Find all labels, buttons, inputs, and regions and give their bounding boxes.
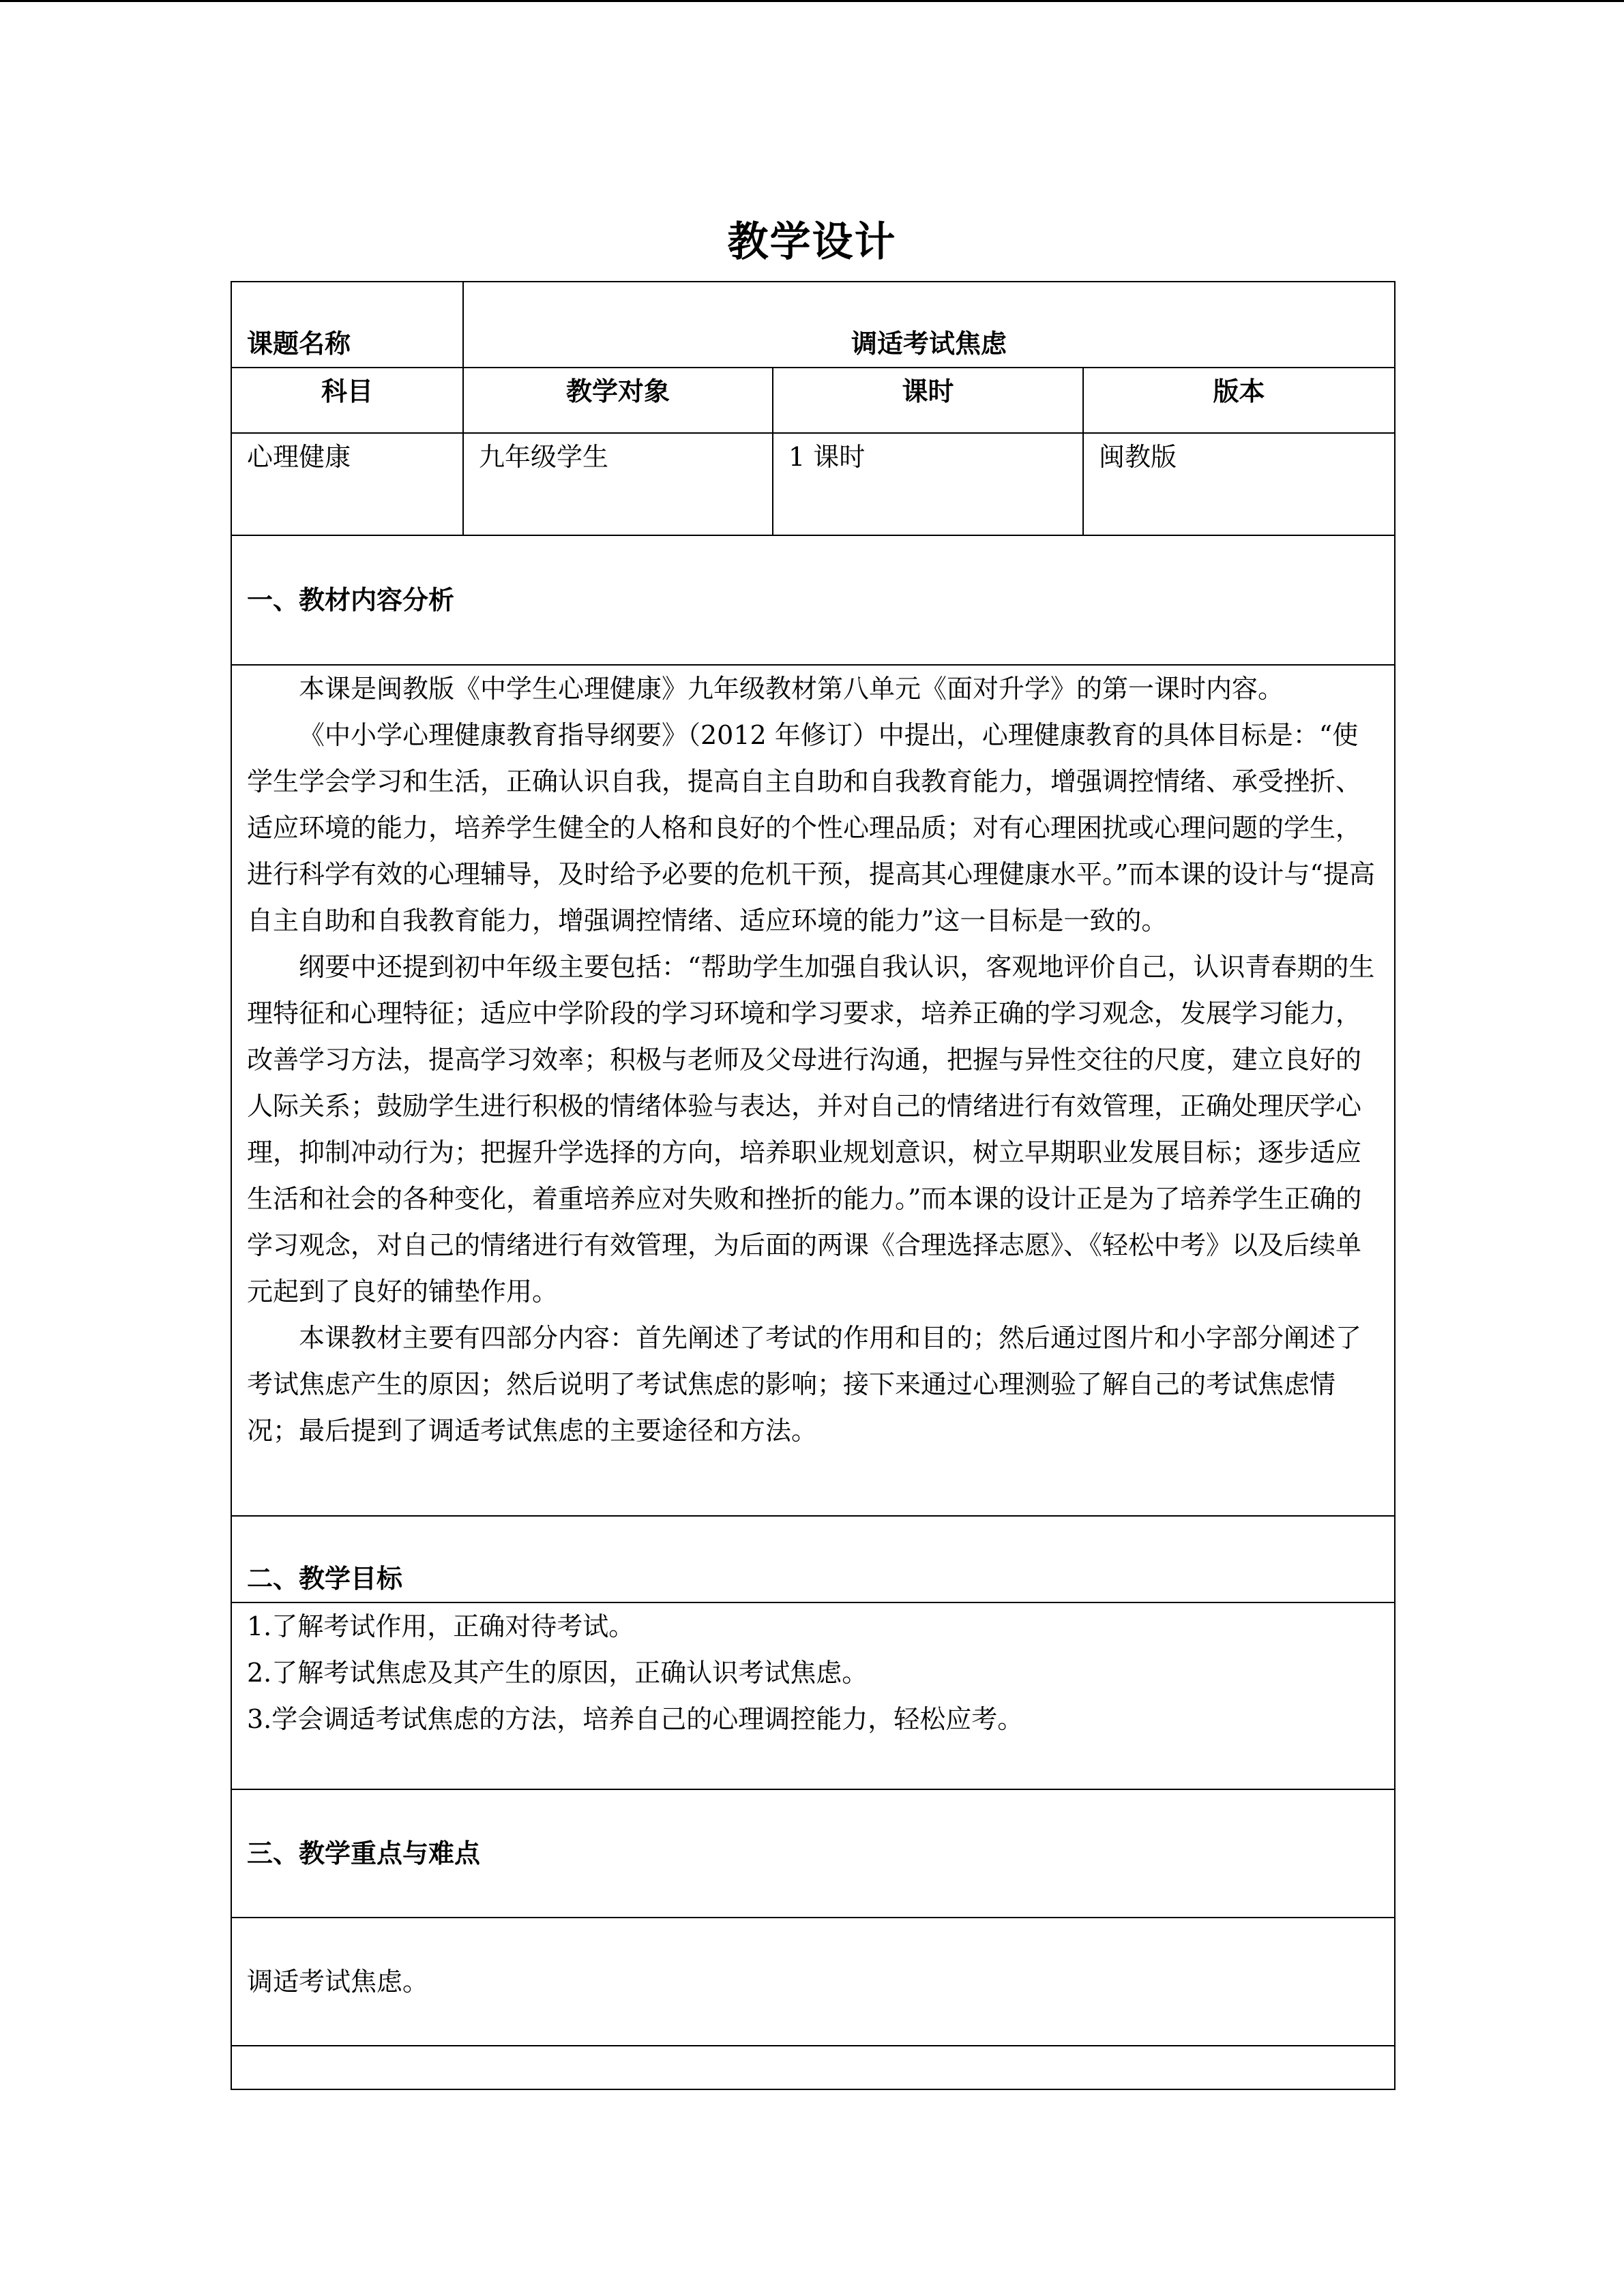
lesson-design-table <box>231 281 1396 2090</box>
section1-paragraph: 纲要中还提到初中年级主要包括：“帮助学生加强自我认识，客观地评价自己，认识青春期的生理特征和心理特征；适应中学阶段的学习环境和学习要求，培养正确的学习观念，发展学习能力，改善学习方法，提高学习效率；积极与老师及父母进行沟通，把握与异性交往的尺度，建立良好的人际关系；鼓励学生进行积极的情绪体验与表达，并对自己的情绪进行有效管理，正确处理厌学心理，抑制冲动行为；把握升学选择的方向，培养职业规划意识，树立早期职业发展目标；逐步适应生活和社会的各种变化，着重培养应对失败和挫折的能力。”而本课的设计正是为了培养学生正确的学习观念，对自己的情绪进行有效管理，为后面的两课《合理选择志愿》、《轻松中考》以及后续单元起到了良好的铺垫作用。 <box>247 952 1375 1307</box>
section2-heading: 二、教学目标 <box>231 1516 1395 1602</box>
empty-cell <box>231 2046 1395 2089</box>
page-title: 教学设计 <box>727 218 897 266</box>
section3-heading: 三、教学重点与难点 <box>231 1789 1395 1918</box>
column-header-hours: 课时 <box>773 368 1083 433</box>
goal-item: 3.学会调适考试焦虑的方法，培养自己的心理调控能力，轻松应考。 <box>247 1704 1024 1734</box>
topic-label: 课题名称 <box>231 282 463 368</box>
value-subject: 心理健康 <box>231 433 463 535</box>
section1-heading: 一、教材内容分析 <box>231 535 1395 665</box>
column-header-audience: 教学对象 <box>463 368 773 433</box>
section1-content-row <box>231 665 1395 1516</box>
column-header-edition: 版本 <box>1083 368 1395 433</box>
section2-heading-row <box>231 1516 1395 1602</box>
topic-row <box>231 282 1395 368</box>
top-border-line <box>0 0 1624 2</box>
section1-content <box>231 665 1395 1516</box>
column-header-subject: 科目 <box>231 368 463 433</box>
section1-paragraph: 本课教材主要有四部分内容：首先阐述了考试的作用和目的；然后通过图片和小字部分阐述了考试焦虑产生的原因；然后说明了考试焦虑的影响；接下来通过心理测验了解自己的考试焦虑情况；最后提到了调适考试焦虑的主要途径和方法。 <box>247 1323 1362 1446</box>
value-hours: 1 课时 <box>773 433 1083 535</box>
section1-heading-row <box>231 535 1395 665</box>
section2-goals <box>231 1602 1395 1789</box>
section3-content-row <box>231 1918 1395 2046</box>
goal-item: 2.了解考试焦虑及其产生的原因，正确认识考试焦虑。 <box>247 1658 868 1688</box>
column-value-row <box>231 433 1395 535</box>
column-header-row <box>231 368 1395 433</box>
topic-value: 调适考试焦虑 <box>463 282 1395 368</box>
empty-row <box>231 2046 1395 2089</box>
section3-content: 调适考试焦虑。 <box>231 1918 1395 2046</box>
section2-content-row <box>231 1602 1395 1789</box>
value-audience: 九年级学生 <box>463 433 773 535</box>
goal-item: 1.了解考试作用，正确对待考试。 <box>247 1611 635 1641</box>
section1-paragraph: 本课是闽教版《中学生心理健康》九年级教材第八单元《面对升学》的第一课时内容。 <box>299 674 1284 704</box>
section1-paragraph: 《中小学心理健康教育指导纲要》（2012 年修订）中提出，心理健康教育的具体目标是：“使学生学会学习和生活，正确认识自我，提高自主自助和自我教育能力，增强调控情绪、承受挫折、适应环境的能力，培养学生健全的人格和良好的个性心理品质；对有心理困扰或心理问题的学生，进行科学有效的心理辅导，及时给予必要的危机干预，提高其心理健康水平。”而本课的设计与“提高自主自助和自我教育能力，增强调控情绪、适应环境的能力”这一目标是一致的。 <box>247 720 1375 936</box>
section3-heading-row <box>231 1789 1395 1918</box>
value-edition: 闽教版 <box>1083 433 1395 535</box>
